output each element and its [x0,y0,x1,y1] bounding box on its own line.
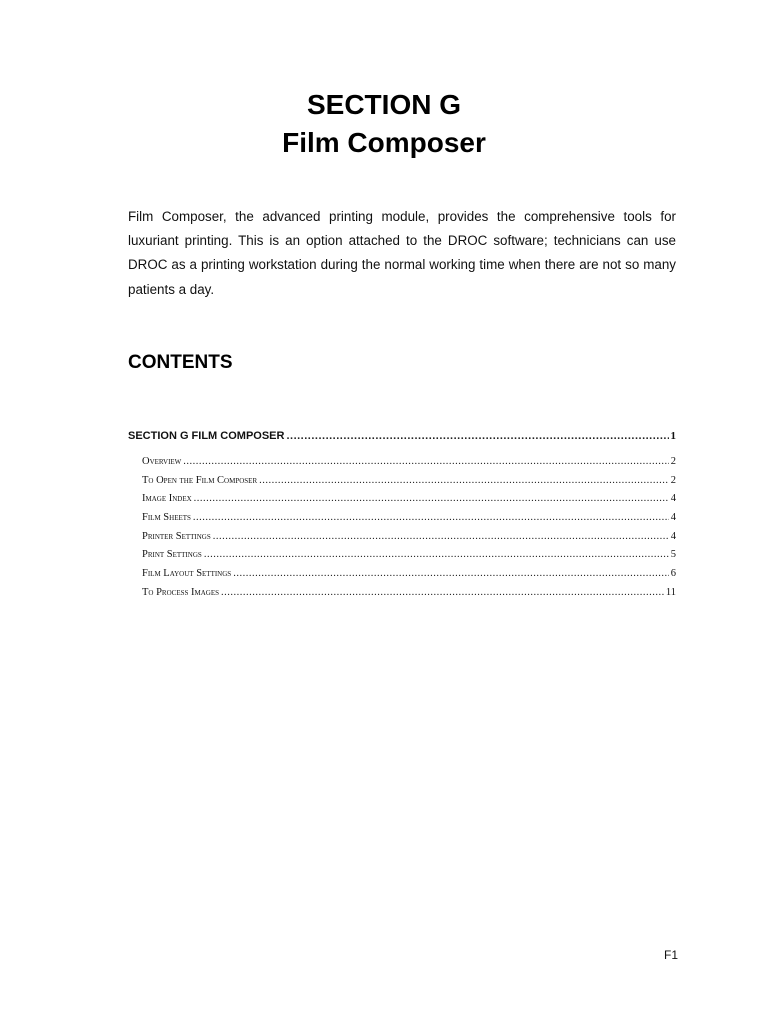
contents-heading: CONTENTS [128,352,233,373]
toc-entry-label: Film Sheets [142,512,191,524]
toc-entry-label: Print Settings [142,549,202,561]
toc-leader-dots [286,430,668,442]
toc-leader-dots [204,549,669,560]
toc-entry-label: Film Layout Settings [142,568,232,580]
section-title-line-2: Film Composer [282,127,486,158]
toc-entry-page: 4 [670,493,676,505]
toc-entry-page: 11 [665,586,676,598]
toc-entry-label: Printer Settings [142,530,211,542]
toc-leader-dots [183,456,668,467]
toc-main-label: SECTION G FILM COMPOSER [128,430,285,442]
toc-main-page: 1 [670,430,676,442]
toc-leader-dots [213,531,669,542]
toc-entry-image-index[interactable] [128,493,676,512]
section-title [0,86,768,162]
toc-entry-film-layout-settings[interactable] [128,568,676,587]
toc-entry-printer-settings[interactable] [128,531,676,550]
toc-entry-page: 4 [670,512,676,524]
toc-leader-dots [193,512,669,523]
toc-leader-dots [194,493,669,504]
toc-entry-print-settings[interactable] [128,549,676,568]
toc-entry-label: To Process Images [142,586,220,598]
toc-entry-page: 5 [670,549,676,561]
intro-paragraph: Film Composer, the advanced printing module, provides the comprehensive tools for luxuriant printing. This is an option attached to the DROC software; technicians can use DROC as a printing workstation during the normal working time when there are not so many patients a day. [128,209,676,297]
toc-entry-page: 2 [670,456,676,467]
toc-leader-dots [233,568,669,579]
toc-entry-process-images[interactable] [128,587,676,606]
table-of-contents [128,430,676,606]
toc-entry-page: 4 [670,530,676,542]
section-title-line-1: SECTION G [306,89,461,120]
toc-leader-dots [259,475,669,486]
toc-entry-overview[interactable] [128,456,676,475]
toc-main-entry[interactable] [128,430,676,448]
toc-entry-film-sheets[interactable] [128,512,676,531]
toc-entry-label: Overview [142,456,182,467]
toc-entry-label: To Open the Film Composer [142,474,258,486]
toc-entry-open-film-composer[interactable] [128,475,676,494]
toc-entry-label: Image Index [142,493,192,505]
toc-entry-page: 6 [670,568,676,580]
page-number: F1 [663,948,678,962]
toc-entry-page: 2 [670,474,676,486]
toc-leader-dots [221,587,664,598]
